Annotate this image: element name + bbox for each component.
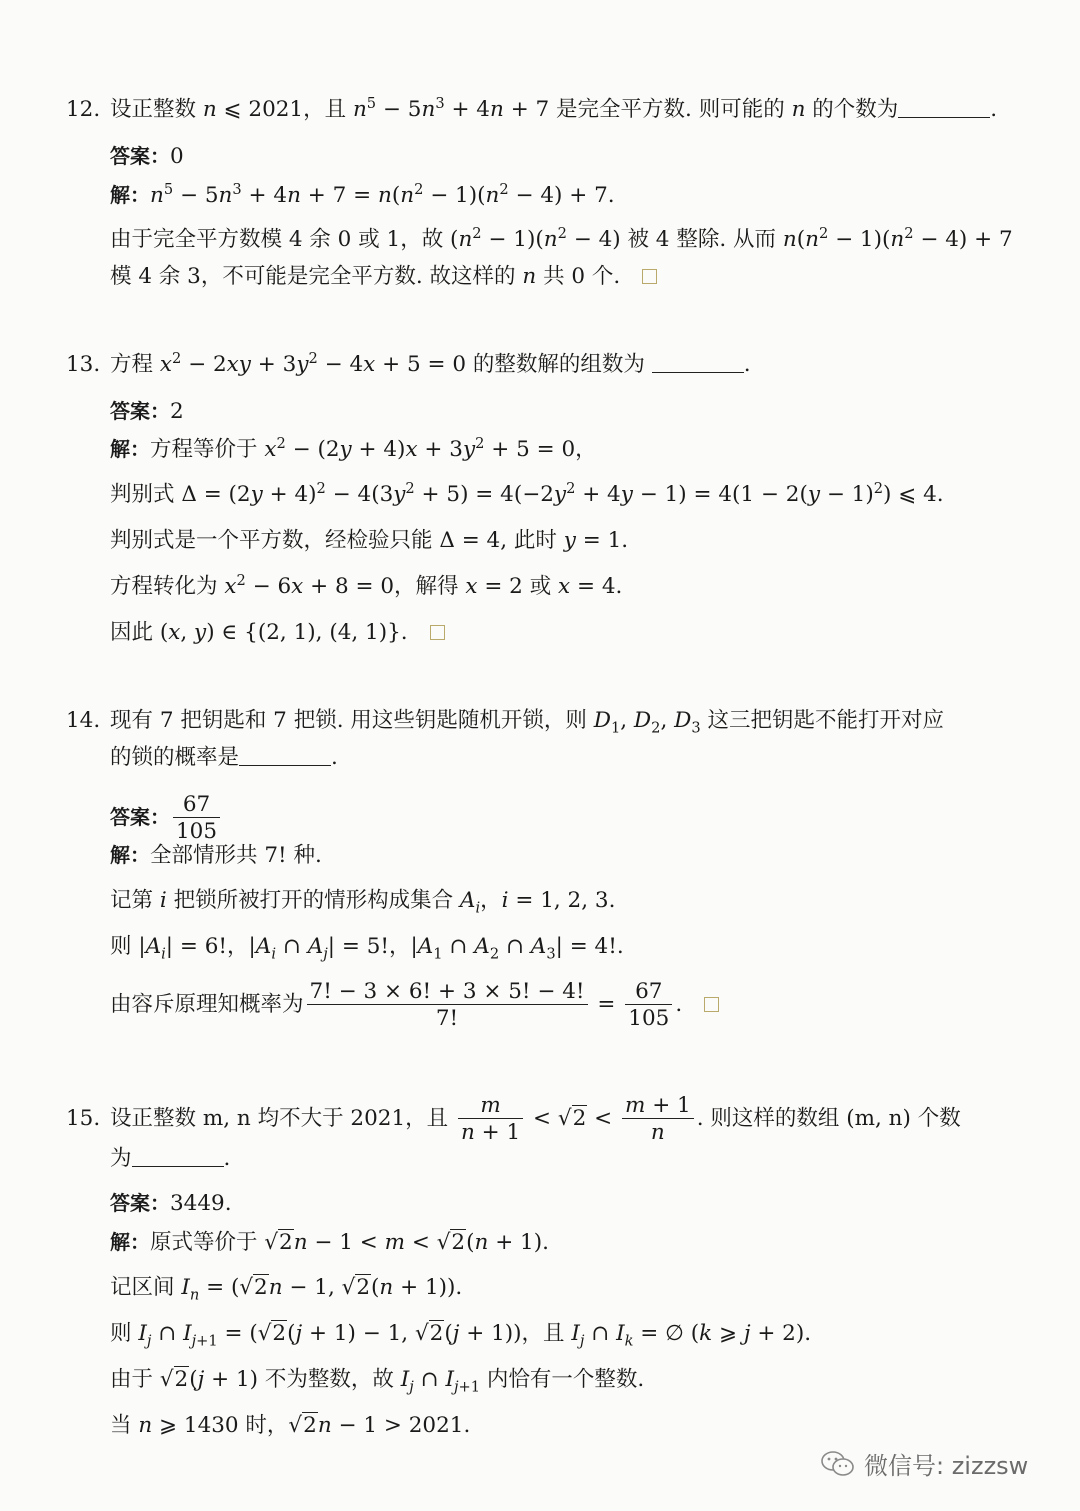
solution-line: 解：原式等价于 √2n − 1 < m < √2(n + 1).	[110, 1230, 549, 1255]
answer-label: 答案：	[110, 805, 170, 829]
problem-number: 12.	[66, 97, 101, 122]
qed-box-icon	[430, 625, 445, 640]
solution-line: 解：方程等价于 $x^2 - (2y + 4)x + 3y^2 + 5 = 0$，	[110, 434, 597, 462]
solution-line: 判别式是一个平方数，经检验只能 Δ = 4, 此时 y = 1.	[110, 528, 629, 553]
solution-line: 由于完全平方数模 4 余 0 或 1，故 $(n^2 - 1)(n^2 - 4)$ 被 4 整除. 从而 $n(n^2 - 1)(n^2 - 4) + 7$	[110, 224, 1013, 252]
wechat-watermark	[820, 1446, 1028, 1485]
problem-13-question: 13. 方程 $x^2 - 2xy + 3y^2 - 4x + 5 = 0$ 的整数解的组数为 .	[66, 350, 1010, 380]
watermark-text: 微信号: zizzsw	[864, 1452, 1029, 1480]
solution-line: 解：全部情形共 7! 种.	[110, 843, 322, 868]
problem-number: 15.	[66, 1106, 101, 1131]
problem-14-answer	[110, 793, 1010, 843]
problem-14-question-cont: 的锁的概率是 .	[110, 745, 338, 770]
answer-fraction	[173, 793, 220, 843]
solution-line: 记第 i 把锁所被打开的情形构成集合 $A_i$，i = 1, 2, 3.	[110, 888, 616, 917]
solution-line: 解：$n^5 - 5n^3 + 4n + 7 = n(n^2 - 1)(n^2 - 4) + 7$.	[110, 180, 615, 208]
solution-line: 由于 √2(j + 1) 不为整数，故 $I_j$ ∩ $I_{j+1}$ 内恰有一个整数.	[110, 1367, 645, 1396]
problem-15-question-cont: 为 .	[110, 1146, 231, 1171]
problem-14-question: 14. 现有 7 把钥匙和 7 把锁. 用这些钥匙随机开锁，则 $D_1$, $D_2$, $D_3$ 这三把钥匙不能打开对应	[66, 708, 945, 737]
solution-line: 当 n ⩾ 1430 时，√2n − 1 > 2021.	[110, 1413, 471, 1438]
solution-line: 由容斥原理知概率为 $\frac{7! - 3 \times 6! + 3 \times 5! - 4!}{7!}$ = $\frac{67}{105}$ .	[110, 980, 1010, 1030]
solution-line: 模 4 余 3，不可能是完全平方数. 故这样的 n 共 0 个.	[110, 262, 1010, 292]
solution-label: 解：	[110, 843, 150, 867]
problem-12-answer	[110, 141, 1010, 172]
answer-value: 3449.	[170, 1191, 232, 1216]
solution-line: 方程转化为 $x^2 - 6x + 8 = 0$，解得 x = 2 或 x = 4.	[110, 571, 623, 599]
problem-number: 13.	[66, 352, 101, 377]
solution-label: 解：	[110, 183, 150, 207]
solution-label: 解：	[110, 1230, 150, 1254]
problem-12-question: 12. 设正整数 n ⩽ 2021，且 $n^5 - 5n^3 + 4n + 7$ 是完全平方数. 则可能的 n 的个数为 .	[66, 95, 1010, 125]
qed-box-icon	[642, 269, 657, 284]
answer-label: 答案：	[110, 1191, 170, 1215]
wechat-icon	[820, 1449, 856, 1485]
problem-13-answer	[110, 396, 1010, 427]
solution-line: 则 $I_j$ ∩ $I_{j+1} = (√2(j + 1) - 1$, √2(j + 1))，且 $I_j$ ∩ $I_k$ = ∅ (k ⩾ j + 2).	[110, 1321, 812, 1350]
answer-label: 答案：	[110, 399, 170, 423]
solution-line: 记区间 $I_n = (√2n - 1$, √2(n + 1)).	[110, 1275, 463, 1304]
solution-line: 则 $|A_i| = 6$!，$|A_i$ ∩ $A_j| = 5$!，$|A_1$ ∩ $A_2$ ∩ $A_3| = 4$!.	[110, 934, 624, 963]
m-plus-1-over-n-fraction: $\frac{m + 1}{n}$	[622, 1094, 694, 1144]
fraction-numerator: 67	[173, 793, 220, 818]
problem-15-question: 15. 设正整数 m, n 均不大于 2021，且 $\frac{m}{n + 1}$ < √2 < $\frac{m + 1}{n}$ . 则这样的数组 (m, n) 个数	[66, 1093, 961, 1145]
m-over-n-plus-1-fraction: $\frac{m}{n + 1}$	[458, 1094, 523, 1144]
solution-line: 因此 (x, y) ∈ {(2, 1), (4, 1)}.	[110, 618, 1010, 648]
fraction-denominator: 105	[176, 818, 218, 844]
solution-line: 判别式 $\Delta = (2y + 4)^2 - 4(3y^2 + 5) = 4(-2y^2 + 4y - 1) = 4(1 - 2(y - 1)^2)$ ⩽ 4.	[110, 479, 944, 507]
problem-15-answer	[110, 1188, 1010, 1219]
problem-number: 14.	[66, 708, 101, 733]
inclusion-exclusion-fraction: $\frac{7! - 3 \times 6! + 3 \times 5! - 4!}{7!}$	[307, 980, 588, 1030]
qed-box-icon	[704, 997, 719, 1012]
answer-value: 2	[170, 399, 184, 424]
answer-value: 0	[170, 144, 184, 169]
answer-label: 答案：	[110, 144, 170, 168]
result-fraction: $\frac{67}{105}$	[625, 980, 672, 1030]
solution-label: 解：	[110, 437, 150, 461]
